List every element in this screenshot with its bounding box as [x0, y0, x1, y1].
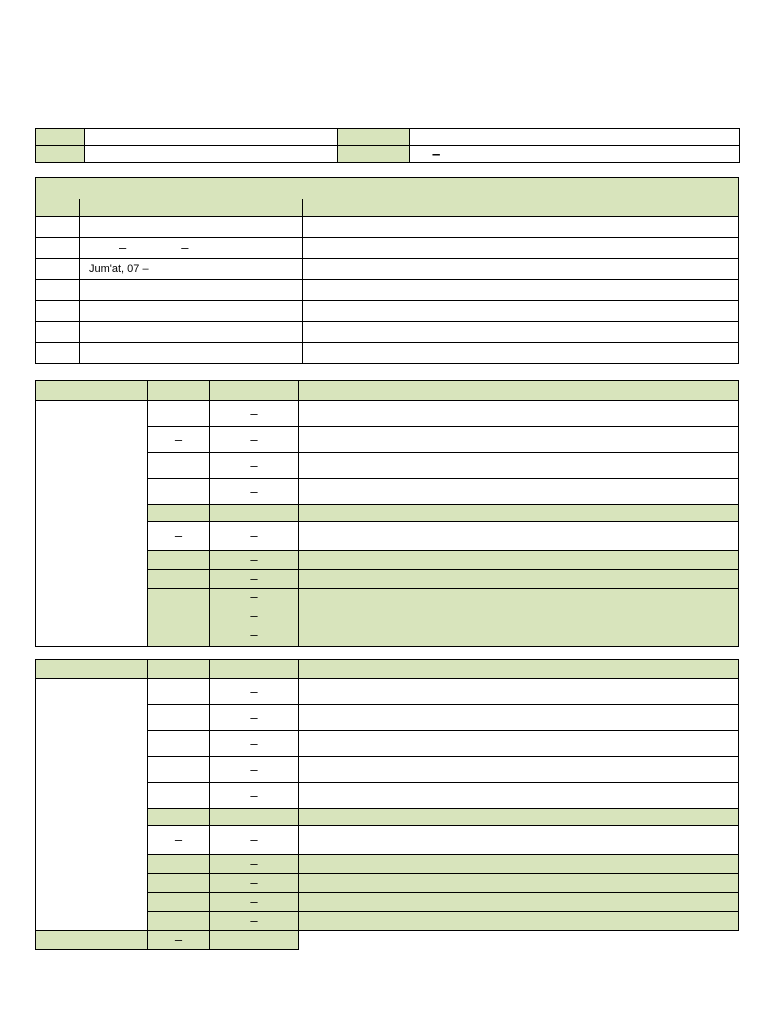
detail-header-row — [36, 381, 739, 401]
schedule-title-bar — [36, 178, 739, 199]
dash: – — [250, 856, 258, 871]
info-label-cell — [338, 146, 410, 163]
schedule-row — [36, 301, 739, 322]
dash: – — [174, 528, 183, 543]
schedule-date: Jum'at, 07 – — [80, 259, 303, 280]
detail-row — [36, 401, 739, 427]
dash: – — [250, 571, 258, 586]
schedule-row — [36, 259, 739, 280]
dash: – — [174, 932, 183, 947]
schedule-row — [36, 238, 739, 259]
schedule-dash: – — [181, 240, 189, 255]
dash: – — [250, 683, 258, 699]
schedule-header-cell — [80, 199, 303, 217]
dash: – — [250, 735, 258, 751]
detail-row-highlight — [36, 931, 739, 950]
info-label-cell — [36, 129, 85, 146]
dash: – — [250, 627, 258, 642]
dash: – — [174, 832, 183, 847]
dash: – — [250, 608, 258, 623]
info-value-cell — [410, 146, 740, 163]
info-value-cell — [85, 129, 338, 146]
schedule-dash: – — [119, 240, 127, 255]
dash: – — [250, 457, 258, 473]
schedule-row — [36, 280, 739, 301]
detail-group-cell — [36, 679, 148, 931]
detail-table-2 — [35, 659, 739, 950]
info-table — [35, 128, 740, 163]
info-label-cell — [36, 146, 85, 163]
detail-header-row — [36, 660, 739, 679]
dash: – — [250, 875, 258, 890]
schedule-row — [36, 322, 739, 343]
dash: – — [250, 709, 258, 725]
detail-row — [36, 679, 739, 705]
dash: – — [250, 483, 258, 499]
info-value-cell — [85, 146, 338, 163]
schedule-header-cell — [36, 199, 80, 217]
schedule-row — [36, 217, 739, 238]
schedule-header-cell — [303, 199, 739, 217]
info-dash: – — [432, 145, 441, 163]
dash: – — [250, 589, 258, 604]
dash: – — [250, 894, 258, 909]
dash: – — [250, 913, 258, 928]
dash: – — [174, 431, 183, 447]
dash: – — [250, 761, 258, 777]
info-label-cell — [338, 129, 410, 146]
schedule-row — [36, 343, 739, 364]
dash: – — [250, 528, 258, 543]
dash: – — [250, 787, 258, 803]
info-value-cell — [410, 129, 740, 146]
detail-table-1 — [35, 380, 739, 647]
dash: – — [250, 431, 258, 447]
detail-group-cell — [36, 401, 148, 647]
dash: – — [250, 552, 258, 567]
schedule-table — [35, 177, 739, 364]
dash: – — [250, 832, 258, 847]
dash: – — [250, 405, 258, 421]
